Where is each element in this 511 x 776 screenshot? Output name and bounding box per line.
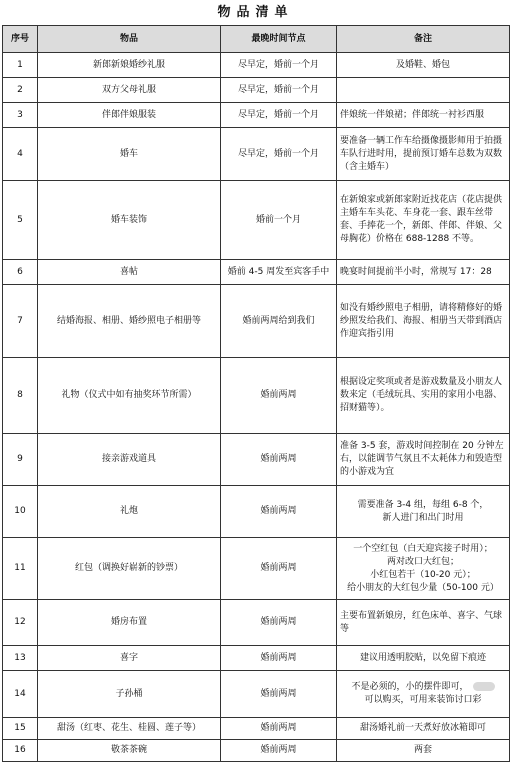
table-row: [3, 181, 510, 260]
note-line: 小红包若干（10-20 元）；: [370, 569, 476, 580]
table-row: [3, 358, 510, 434]
row-note: 准备 3-5 套，游戏时间控制在 20 分钟左右，以能调节气氛且不太耗体力和毁造型的小游戏为宜: [337, 434, 510, 486]
row-note: 晚宴时间提前半小时，常规写 17：28: [337, 260, 510, 285]
table-row: [3, 260, 510, 285]
row-note: 伴娘统一伴娘裙；伴郎统一衬衫西服: [337, 103, 510, 128]
row-no: 2: [3, 78, 38, 103]
row-item: 甜汤（红枣、花生、桂圆、莲子等）: [38, 718, 221, 740]
row-item: 结婚海报、相册、婚纱照电子相册等: [38, 285, 221, 358]
row-no: 13: [3, 646, 38, 671]
row-no: 16: [3, 740, 38, 762]
row-item: 双方父母礼服: [38, 78, 221, 103]
row-deadline: 尽早定，婚前一个月: [221, 53, 337, 78]
row-deadline: 尽早定，婚前一个月: [221, 103, 337, 128]
table-row: [3, 103, 510, 128]
row-item: 子孙桶: [38, 671, 221, 718]
row-note: 如没有婚纱照电子相册，请将精修好的婚纱照发给我们、海报、相册当天带到酒店作迎宾指引用: [337, 285, 510, 358]
row-note: 主要布置新娘房，红色床单、喜字、气球等: [337, 600, 510, 646]
row-note: 两套: [337, 740, 510, 762]
row-no: 5: [3, 181, 38, 260]
table-row: [3, 78, 510, 103]
row-item: 喜字: [38, 646, 221, 671]
smudge-icon: [473, 682, 495, 691]
table-row: [3, 53, 510, 78]
items-table: [2, 25, 510, 762]
note-line-text: 不是必须的，小的摆件即可，: [351, 682, 469, 692]
row-item: 喜帖: [38, 260, 221, 285]
row-deadline: 尽早定，婚前一个月: [221, 78, 337, 103]
row-no: 11: [3, 538, 38, 600]
row-no: 4: [3, 128, 38, 181]
row-item: 婚车: [38, 128, 221, 181]
row-item: 伴郎伴娘服装: [38, 103, 221, 128]
row-no: 6: [3, 260, 38, 285]
row-item: 新郎新娘婚纱礼服: [38, 53, 221, 78]
header-note: 备注: [337, 26, 510, 53]
row-note: [337, 78, 510, 103]
row-note: [337, 671, 510, 718]
row-deadline: 婚前两周: [221, 538, 337, 600]
row-note: [337, 538, 510, 600]
table-row: [3, 718, 510, 740]
row-item: 接亲游戏道具: [38, 434, 221, 486]
row-note: 要准备一辆工作车给摄像摄影师用于拍摄车队行进时用，提前预订婚车总数为双数（含主婚车）: [337, 128, 510, 181]
row-deadline: 婚前两周: [221, 646, 337, 671]
row-deadline: 尽早定，婚前一个月: [221, 128, 337, 181]
note-line: 需要准备 3-4 组，每组 6-8 个，: [357, 499, 489, 510]
note-line: 给小朋友的大红包少量（50-100 元）: [347, 582, 499, 593]
row-deadline: 婚前 4-5 周发至宾客手中: [221, 260, 337, 285]
header-item: 物品: [38, 26, 221, 53]
note-line: 新人进门和出门时用: [382, 512, 464, 523]
row-no: 8: [3, 358, 38, 434]
row-note: 及婚鞋、婚包: [337, 53, 510, 78]
row-item: 礼炮: [38, 486, 221, 538]
table-row: [3, 671, 510, 718]
note-line: 可以购买，可用来装饰讨口彩: [364, 695, 482, 705]
row-deadline: 婚前两周: [221, 358, 337, 434]
row-deadline: 婚前两周: [221, 434, 337, 486]
table-row: [3, 486, 510, 538]
row-deadline: 婚前两周: [221, 718, 337, 740]
note-line: [340, 681, 506, 694]
table-row: [3, 646, 510, 671]
row-no: 1: [3, 53, 38, 78]
row-no: 9: [3, 434, 38, 486]
row-note: 根据设定奖项或者是游戏数量及小朋友人数来定（毛绒玩具、实用的家用小电器、招财猫等）。: [337, 358, 510, 434]
row-note: 在新娘家或新郎家附近找花店（花店提供主婚车车头花、车身花一套、跟车丝带套、手捧花一个，新郎、伴郎、伴娘、父母胸花）价格在 688-1288 不等。: [337, 181, 510, 260]
header-deadline: 最晚时间节点: [221, 26, 337, 53]
row-no: 14: [3, 671, 38, 718]
row-no: 7: [3, 285, 38, 358]
note-line: 一个空红包（白天迎宾接子时用）；: [353, 543, 493, 554]
row-deadline: 婚前两周: [221, 671, 337, 718]
table-row: [3, 538, 510, 600]
note-line: 两对改口大红包；: [386, 556, 459, 567]
row-deadline: 婚前两周: [221, 486, 337, 538]
row-item: 敬茶茶碗: [38, 740, 221, 762]
row-note: 甜汤婚礼前一天煮好放冰箱即可: [337, 718, 510, 740]
row-deadline: 婚前两周: [221, 740, 337, 762]
table-row: [3, 285, 510, 358]
row-item: 礼物（仪式中如有抽奖环节所需）: [38, 358, 221, 434]
table-row: [3, 434, 510, 486]
header-no: 序号: [3, 26, 38, 53]
table-row: [3, 128, 510, 181]
row-no: 10: [3, 486, 38, 538]
row-no: 12: [3, 600, 38, 646]
row-deadline: 婚前一个月: [221, 181, 337, 260]
row-deadline: 婚前两周给到我们: [221, 285, 337, 358]
row-no: 15: [3, 718, 38, 740]
row-item: 婚车装饰: [38, 181, 221, 260]
table-header-row: [3, 26, 510, 53]
page-title: 物品清单: [217, 5, 294, 20]
row-deadline: 婚前两周: [221, 600, 337, 646]
row-note: 建议用透明胶贴，以免留下痕迹: [337, 646, 510, 671]
table-row: [3, 600, 510, 646]
row-item: 红包（调换好崭新的钞票）: [38, 538, 221, 600]
row-item: 婚房布置: [38, 600, 221, 646]
row-no: 3: [3, 103, 38, 128]
row-note: [337, 486, 510, 538]
table-row: [3, 740, 510, 762]
